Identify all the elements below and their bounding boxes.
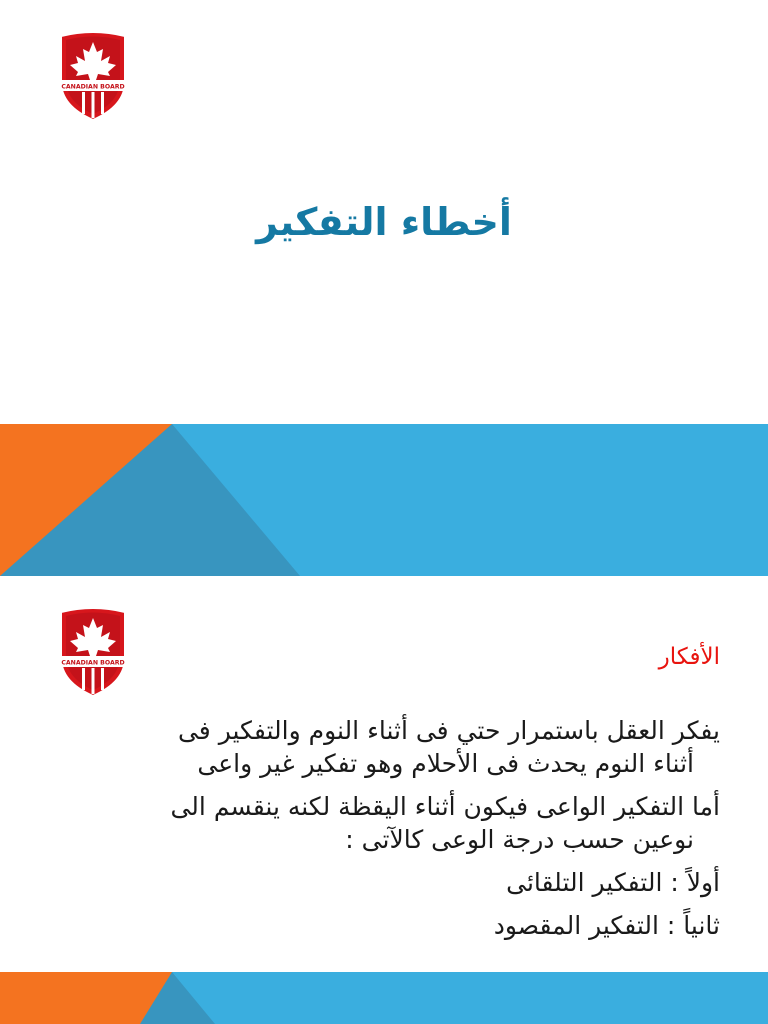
paragraph-1 — [60, 714, 720, 780]
paragraph-3-line-1: أولاً : التفكير التلقائى — [506, 868, 720, 897]
paragraph-4-line-1: ثانياً : التفكير المقصود — [493, 911, 720, 940]
canadian-board-logo — [58, 606, 128, 698]
logo-text: CANADIAN BOARD — [61, 83, 125, 91]
canadian-board-logo — [58, 30, 128, 122]
section-heading: الأفكار — [658, 644, 720, 670]
paragraph-2-line-1: أما التفكير الواعى فيكون أثناء اليقظة لكنه ينقسم الى — [170, 792, 720, 821]
paragraph-1-line-2: أثناء النوم يحدث فى الأحلام وهو تفكير غير واعى — [197, 749, 694, 778]
paragraph-1-line-1: يفكر العقل باستمرار حتي فى أثناء النوم والتفكير فى — [177, 716, 720, 745]
paragraph-2 — [60, 790, 720, 856]
content-slide — [0, 576, 768, 1024]
paragraph-4 — [60, 909, 720, 942]
logo-text: CANADIAN BOARD — [61, 659, 125, 667]
body-text — [60, 714, 720, 952]
decorative-banner — [0, 972, 768, 1024]
slide-title: أخطاء التفكير — [256, 200, 512, 244]
decorative-banner — [0, 424, 768, 576]
paragraph-2-line-2: نوعين حسب درجة الوعى كالآتى : — [345, 825, 694, 854]
paragraph-3 — [60, 866, 720, 899]
